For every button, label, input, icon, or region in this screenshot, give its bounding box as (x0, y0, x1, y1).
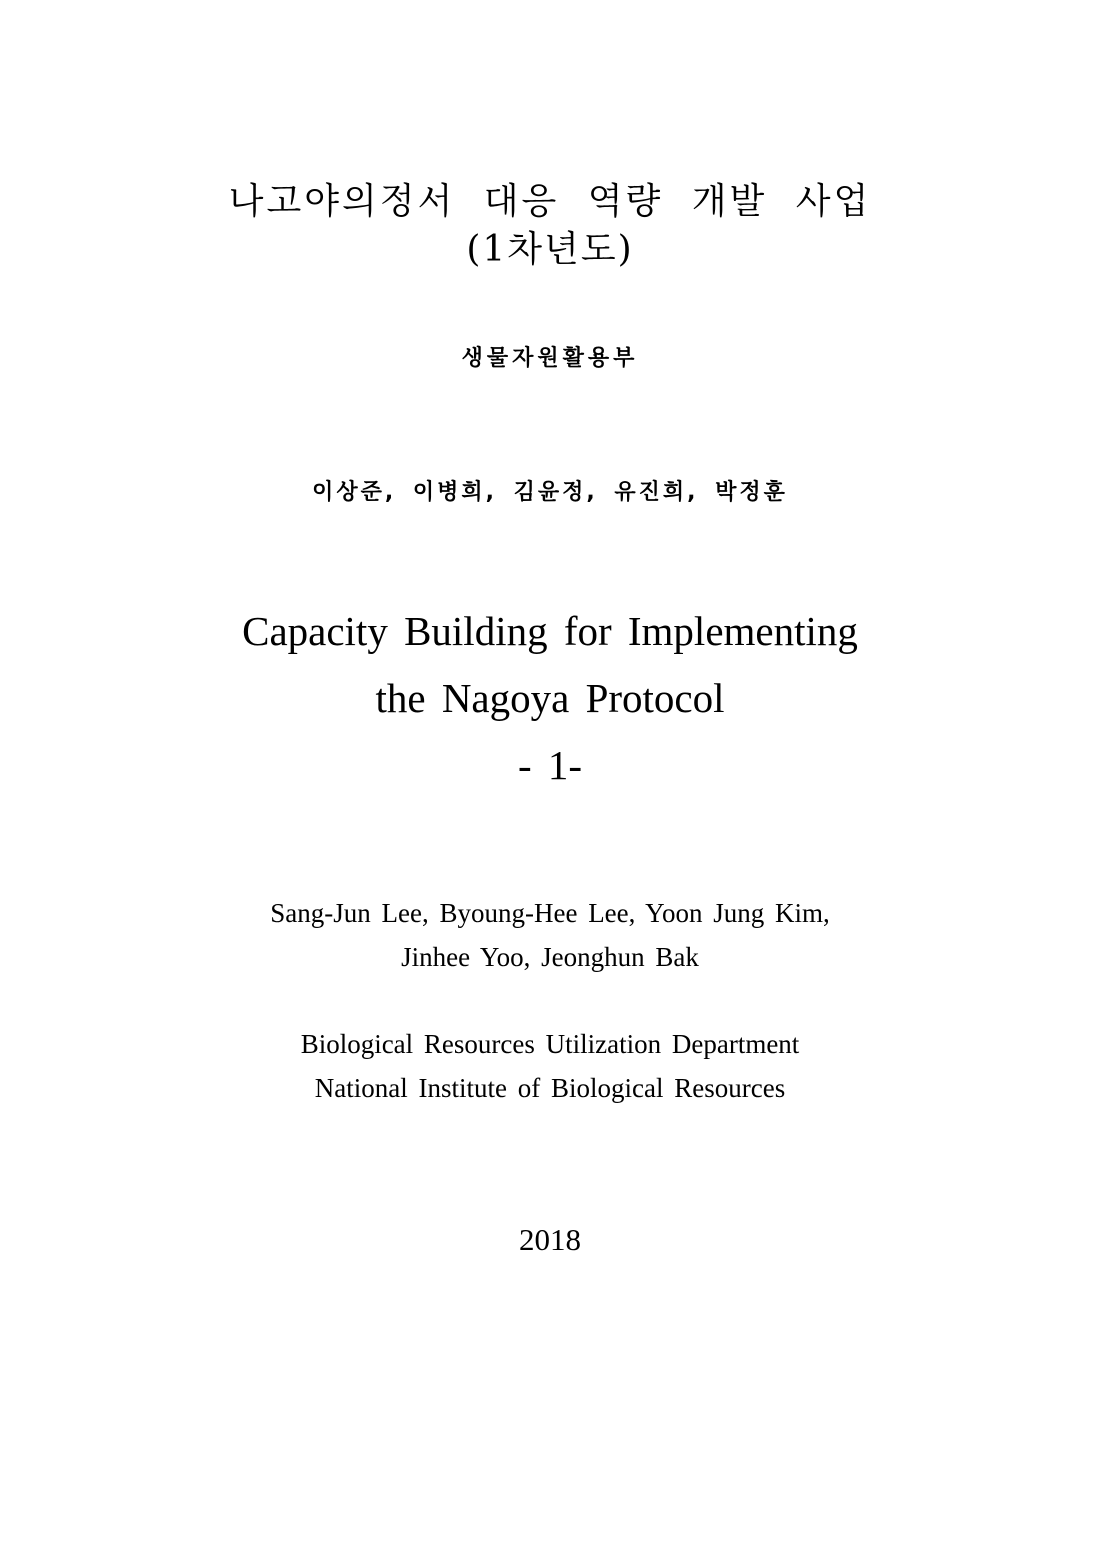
english-authors-line-1: Sang-Jun Lee, Byoung-Hee Lee, Yoon Jung Kim, (270, 898, 830, 928)
english-authors-line-2: Jinhee Yoo, Jeonghun Bak (401, 942, 699, 972)
publication-year: 2018 (519, 1222, 581, 1257)
korean-department: 생물자원활용부 (461, 346, 639, 371)
korean-authors: 이상준, 이병희, 김윤정, 유진희, 박정훈 (312, 480, 788, 505)
affiliation-institute: National Institute of Biological Resources (314, 1073, 786, 1103)
english-title-line-2: the Nagoya Protocol (375, 675, 725, 721)
affiliation-department: Biological Resources Utilization Department (300, 1029, 800, 1059)
korean-title-line-2: (1차년도) (466, 229, 634, 270)
korean-title-line-1: 나고야의정서 대응 역량 개발 사업 (228, 181, 872, 222)
english-title-line-1: Capacity Building for Implementing (242, 608, 858, 654)
english-title-volume-number: - 1- (517, 742, 583, 788)
